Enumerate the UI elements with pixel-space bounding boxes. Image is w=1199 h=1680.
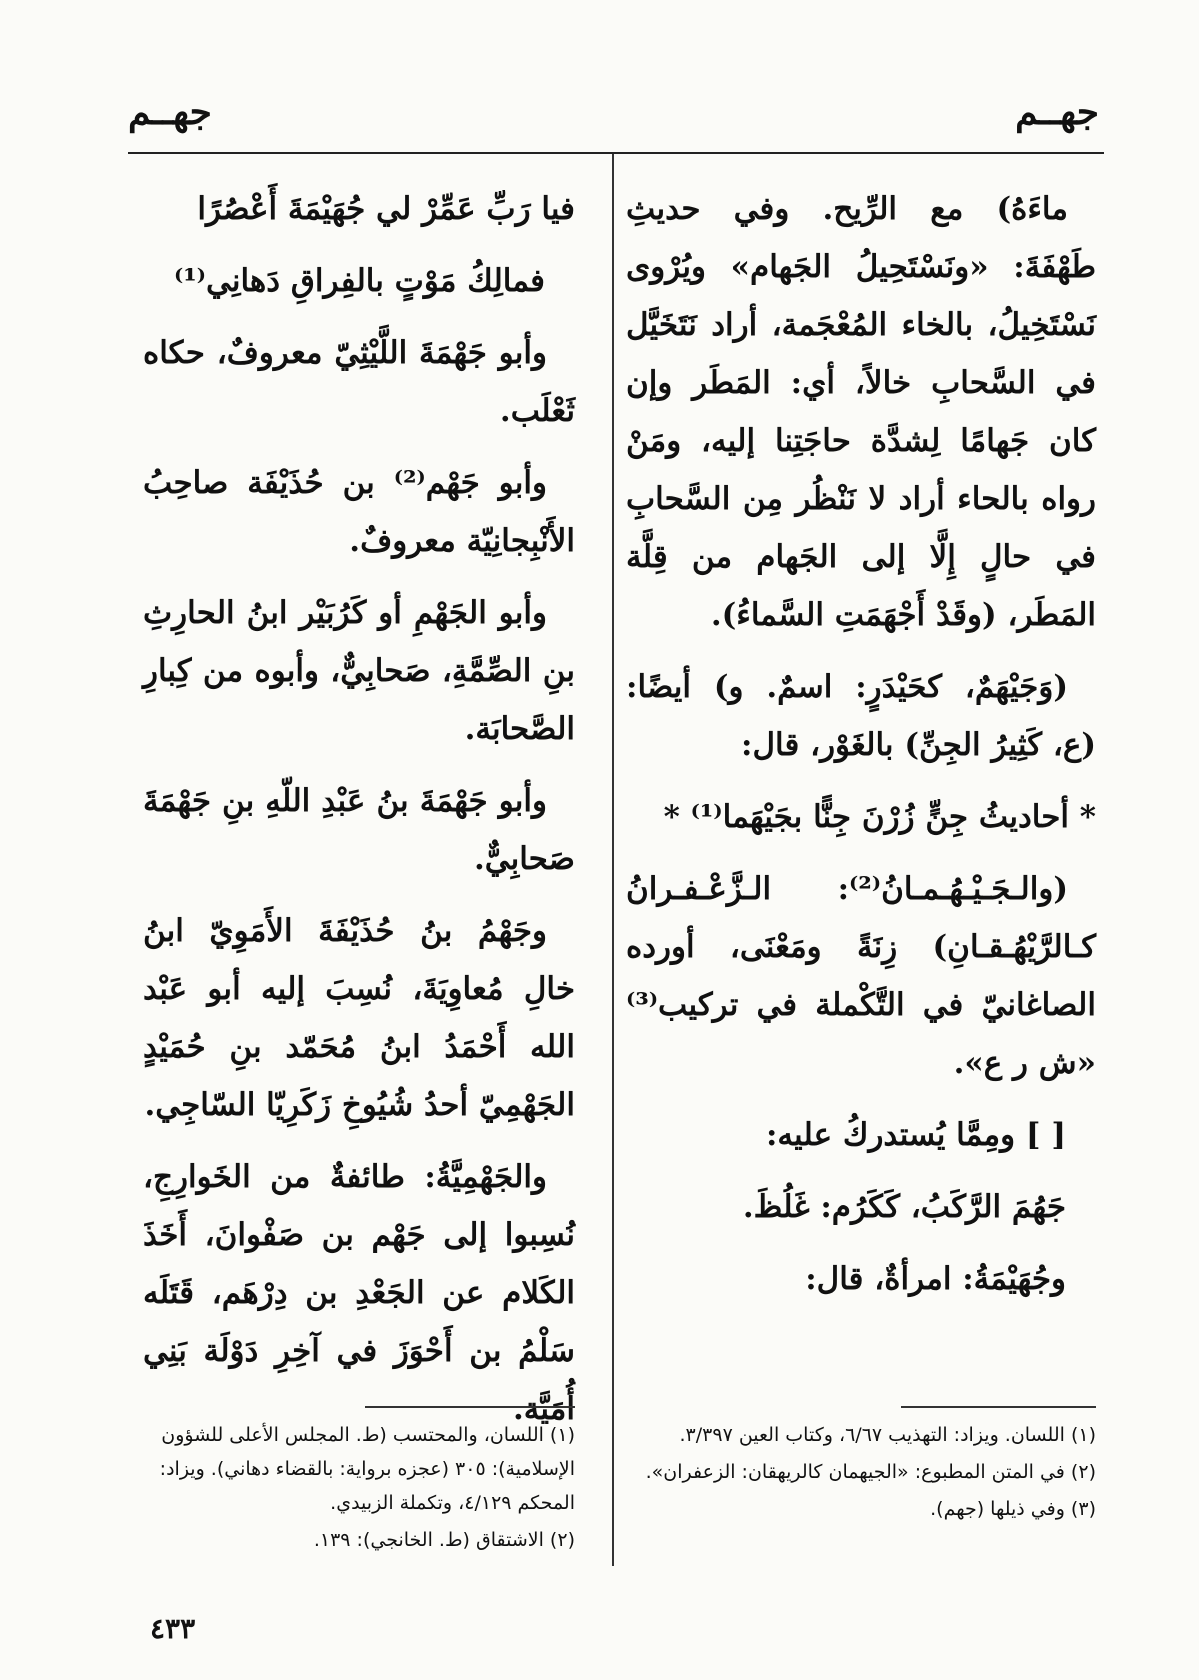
paragraph: [ ] ومِمَّا يُستدركُ عليه: <box>765 1117 1066 1153</box>
running-header-right: جهــم <box>1015 91 1099 133</box>
paragraph: وجُهَيْمَةُ: امرأةٌ، قال: <box>805 1261 1066 1297</box>
page-number: ٤٣٣ <box>150 1612 196 1645</box>
paragraph: جَهُمَ الرَّكَبُ، كَكَرُم: غَلُظَ. <box>742 1189 1066 1225</box>
footnote: (١) اللسان، والمحتسب (ط. المجلس الأعلى للشؤون الإسلامية): ٣٠٥ (عجزه برواية: بالقضاء دهاني). ويزاد: المحكم ٤/١٢٩، وتكملة الزبيدي. <box>159 1424 575 1514</box>
footnote: (١) اللسان. ويزاد: التهذيب ٦/٦٧، وكتاب العين ٣/٣٩٧. <box>679 1424 1096 1446</box>
left-column <box>143 180 575 1452</box>
paragraph: وأبو جَهْمَةَ بنُ عَبْدِ اللّهِ بنِ جَهْمَةَ صَحابِيٌّ. <box>143 783 575 877</box>
paragraph: وجَهْمُ بنُ حُذَيْفَةَ الأَمَوِيّ ابنُ خالِ مُعاوِيَةَ، نُسِبَ إليه أبو عَبْد الله أَحْمَدُ ابنُ مُحَمّد بنِ حُمَيْدٍ الجَهْمِيّ أحدُ شُيُوخِ زَكَرِيّا السّاجِي. <box>143 913 575 1123</box>
footnote: (٢) في المتن المطبوع: «الجيهمان كالريهقان: الزعفران». <box>645 1461 1096 1483</box>
paragraph: وأبو جَهْم⁽²⁾ بن حُذَيْفَة صاحِبُ الأَنْبِجانِيّة معروفٌ. <box>143 465 575 559</box>
paragraph: والجَهْمِيَّةُ: طائفةٌ من الخَوارِجِ، نُسِبوا إلى جَهْم بن صَفْوانَ، أَخَذَ الكَلام عن الجَعْدِ بن دِرْهَم، قَتَلَه سَلْمُ بن أَحْوَزَ في آخِرِ دَوْلَة بَنِي أُمَيَّة. <box>143 1159 575 1427</box>
verse-line: فمالِكُ مَوْتٍ بالفِراقِ دَهانِي⁽¹⁾ <box>173 263 545 299</box>
header-rule <box>128 152 1104 154</box>
verse-line: * أحاديثُ جِنٍّ زُرْنَ جِنًّا بجَيْهَما⁽¹⁾ * <box>663 799 1096 835</box>
column-divider <box>612 154 614 1566</box>
footnote-rule-left <box>365 1406 575 1408</box>
verse-line: فيا رَبِّ عَمِّرْ لي جُهَيْمَةَ أَعْصُرًا <box>197 191 575 227</box>
footnote-rule-right <box>901 1406 1096 1408</box>
running-header-left: جهــم <box>128 91 212 133</box>
paragraph: وأبو جَهْمَةَ اللَّيْثِيّ معروفٌ، حكاه ثَعْلَب. <box>143 335 575 429</box>
footnote: (٢) الاشتقاق (ط. الخانجي): ١٣٩. <box>313 1529 575 1551</box>
paragraph: ماءَهُ) مع الرِّيح. وفي حديثِ طَهْفَةَ: «ونَسْتَحِيلُ الجَهام» ويُرْوى نَسْتَخِيلُ، بالخاء المُعْجَمة، أراد نَتَخَيَّل في السَّحابِ خالاً، أي: المَطَر وإن كان جَهامًا لِشدَّة حاجَتِنا إليه، ومَنْ رواه بالحاء أراد لا نَنْظُر مِن السَّحابِ في حالٍ إِلَّا إلى الجَهام من قِلَّة المَطَر، (وقَدْ أَجْهَمَتِ السَّماءُ). <box>626 191 1096 633</box>
footnote: (٣) وفي ذيلها (جهم). <box>930 1498 1096 1520</box>
footnotes-right <box>626 1418 1096 1529</box>
footnotes-left <box>143 1418 575 1560</box>
right-column <box>626 180 1096 1322</box>
paragraph: (وَجَيْهَمٌ، كحَيْدَرٍ: اسمٌ. و) أيضًا: (ع، كَثِيرُ الجِنِّ) بالغَوْر، قال: <box>626 669 1096 763</box>
paragraph: وأبو الجَهْمِ أو كَرُبَيْر ابنُ الحارِثِ بنِ الصِّمَّةِ، صَحابِيٌّ، وأبوه من كِبارِ الصَّحابَة. <box>143 595 575 747</box>
paragraph: (والـجَـيْـهُـمـانُ⁽²⁾: الـزَّعْـفـرانُ كـالرَّيْهُـقـانِ) زِنَةً ومَعْنَى، أورده الصاغانيّ في التَّكْملة في تركيب⁽³⁾ «ش ر ع». <box>626 871 1096 1081</box>
